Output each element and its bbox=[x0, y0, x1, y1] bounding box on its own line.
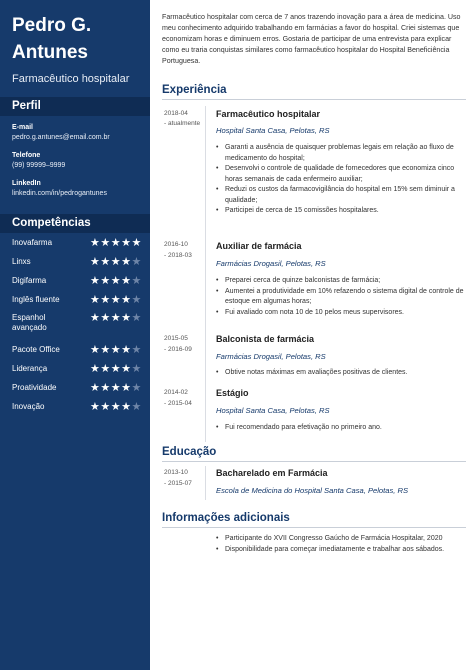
star-icon: ★ bbox=[121, 312, 132, 324]
skill-name: Inglês fluente bbox=[12, 295, 60, 304]
list-item: • Participei de cerca de 15 comissões hospitalares. bbox=[216, 206, 466, 217]
star-icon: ★ bbox=[121, 294, 132, 306]
job-place: Hospital Santa Casa, Pelotas, RS bbox=[216, 126, 330, 135]
job-date-start: 2014-02 bbox=[164, 389, 188, 396]
skill-rating bbox=[90, 237, 142, 249]
skill-name: Pacote Office bbox=[12, 345, 60, 354]
job-place: Hospital Santa Casa, Pelotas, RS bbox=[216, 406, 330, 415]
list-item: • Participante do XVII Congresso Gaúcho de Farmácia Hospitalar, 2020 bbox=[216, 534, 466, 545]
email-label: E-mail bbox=[12, 124, 34, 131]
star-icon: ★ bbox=[121, 344, 132, 356]
education-place: Escola de Medicina do Hospital Santa Casa, Pelotas, RS bbox=[216, 486, 409, 495]
education-date-end: - 2015-07 bbox=[164, 480, 192, 487]
star-icon: ★ bbox=[121, 382, 132, 394]
star-icon: ★ bbox=[131, 275, 142, 287]
star-icon: ★ bbox=[100, 256, 111, 268]
education-heading: Educação bbox=[162, 446, 217, 458]
candidate-name: Pedro G. Antunes bbox=[12, 15, 92, 63]
linkedin-value[interactable]: linkedin.com/in/pedrogantunes bbox=[12, 190, 107, 197]
skill-item bbox=[12, 364, 142, 378]
job-title: Balconista de farmácia bbox=[216, 334, 315, 344]
skill-rating bbox=[90, 275, 142, 287]
skill-item bbox=[12, 312, 142, 332]
job-place: Farmácias Drogasil, Pelotas, RS bbox=[216, 259, 326, 268]
star-icon: ★ bbox=[110, 294, 122, 306]
star-icon: ★ bbox=[121, 237, 132, 249]
email-value[interactable]: pedro.g.antunes@email.com.br bbox=[12, 134, 110, 141]
skill-rating bbox=[90, 401, 142, 413]
star-icon: ★ bbox=[100, 344, 111, 356]
job-date-end: - 2018-03 bbox=[164, 252, 192, 259]
skill-name: Inovação bbox=[12, 402, 45, 411]
list-item: • Fui recomendado para efetivação no primeiro ano. bbox=[216, 423, 466, 434]
job-title: Farmacêutico hospitalar bbox=[216, 109, 321, 119]
job-bullets bbox=[216, 143, 466, 217]
job-place: Farmácias Drogasil, Pelotas, RS bbox=[216, 352, 326, 361]
additional-heading: Informações adicionais bbox=[162, 512, 290, 524]
list-item: • Preparei cerca de quinze balconistas de farmácia; bbox=[216, 276, 466, 287]
skill-rating bbox=[90, 344, 142, 356]
skill-name: Espanhol avançado bbox=[12, 313, 47, 332]
star-icon: ★ bbox=[131, 363, 142, 375]
star-icon: ★ bbox=[90, 294, 101, 306]
star-icon: ★ bbox=[90, 401, 101, 413]
job-bullets bbox=[216, 423, 466, 434]
job-date-start: 2016-10 bbox=[164, 241, 188, 248]
star-icon: ★ bbox=[131, 256, 142, 268]
star-icon: ★ bbox=[100, 363, 111, 375]
star-icon: ★ bbox=[90, 275, 101, 287]
job-date-end: - 2015-04 bbox=[164, 400, 192, 407]
skill-rating bbox=[90, 294, 142, 306]
star-icon: ★ bbox=[90, 256, 101, 268]
phone-value: (99) 99999–9999 bbox=[12, 162, 66, 169]
star-icon: ★ bbox=[110, 237, 122, 249]
star-icon: ★ bbox=[131, 312, 142, 324]
skill-item bbox=[12, 402, 142, 416]
skill-name: Inovafarma bbox=[12, 238, 53, 247]
education-title: Bacharelado em Farmácia bbox=[216, 468, 328, 478]
experience-divider bbox=[162, 99, 466, 100]
star-icon: ★ bbox=[110, 401, 122, 413]
job-title: Estágio bbox=[216, 388, 249, 398]
star-icon: ★ bbox=[110, 256, 122, 268]
list-item: • Aumentei a produtividade em 10% refazendo o sistema digital de controle de estoque em algumas horas; bbox=[216, 287, 466, 308]
skill-rating bbox=[90, 256, 142, 268]
star-icon: ★ bbox=[131, 294, 142, 306]
star-icon: ★ bbox=[90, 382, 101, 394]
skill-name: Linxs bbox=[12, 257, 31, 266]
phone-label: Telefone bbox=[12, 152, 41, 159]
education-divider bbox=[162, 461, 466, 462]
star-icon: ★ bbox=[110, 312, 122, 324]
skill-rating bbox=[90, 382, 142, 394]
star-icon: ★ bbox=[90, 237, 101, 249]
star-icon: ★ bbox=[110, 344, 122, 356]
star-icon: ★ bbox=[90, 344, 101, 356]
skill-rating bbox=[90, 312, 142, 324]
list-item: • Garanti a ausência de quaisquer problemas legais em relação ao fluxo de medicamento do hospital; bbox=[216, 143, 466, 164]
skill-item bbox=[12, 276, 142, 290]
candidate-role: Farmacêutico hospitalar bbox=[12, 73, 130, 85]
list-item: • Reduzi os custos da farmacovigilância do hospital em 15% sem diminuir a qualidade; bbox=[216, 185, 466, 206]
list-item: • Disponibilidade para começar imediatamente e trabalhar aos sábados. bbox=[216, 545, 466, 556]
list-item: • Fui avaliado com nota 10 de 10 pelos meus supervisores. bbox=[216, 308, 466, 319]
star-icon: ★ bbox=[121, 256, 132, 268]
job-date-end: - atualmente bbox=[164, 120, 201, 127]
skill-item bbox=[12, 345, 142, 359]
skill-name: Proatividade bbox=[12, 383, 57, 392]
star-icon: ★ bbox=[90, 363, 101, 375]
star-icon: ★ bbox=[100, 294, 111, 306]
perfil-heading: Perfil bbox=[0, 97, 150, 116]
experience-heading: Experiência bbox=[162, 84, 227, 96]
education-date-start: 2013-10 bbox=[164, 469, 188, 476]
star-icon: ★ bbox=[131, 382, 142, 394]
skill-item bbox=[12, 257, 142, 271]
star-icon: ★ bbox=[121, 363, 132, 375]
list-item: • Desenvolvi o controle de qualidade de fornecedores que economiza cinco horas semanais de cada enfermeiro auxiliar; bbox=[216, 164, 466, 185]
skill-rating bbox=[90, 363, 142, 375]
star-icon: ★ bbox=[121, 401, 132, 413]
linkedin-label: LinkedIn bbox=[12, 180, 41, 187]
job-bullets bbox=[216, 276, 466, 318]
sidebar bbox=[0, 0, 150, 670]
star-icon: ★ bbox=[90, 312, 101, 324]
star-icon: ★ bbox=[100, 275, 111, 287]
skill-name: Digifarma bbox=[12, 276, 47, 285]
job-date-start: 2018-04 bbox=[164, 110, 188, 117]
summary-text: Farmacêutico hospitalar com cerca de 7 anos trazendo inovação para a área de medicina. Uso meu conhecimento adquirido trabalhando em farmácias a favor do hospital. Criei sistemas que economizam horas e diminuem erros. Gostaria de participar de uma entrevista para explicar como eu traria conquistas similares como farmacêutico hospitalar do Hospital Beneficiência Portuguesa. bbox=[162, 13, 461, 65]
skill-item bbox=[12, 238, 142, 252]
job-title: Auxiliar de farmácia bbox=[216, 241, 302, 251]
additional-divider bbox=[162, 527, 466, 528]
star-icon: ★ bbox=[110, 382, 122, 394]
star-icon: ★ bbox=[131, 401, 142, 413]
star-icon: ★ bbox=[100, 382, 111, 394]
star-icon: ★ bbox=[100, 401, 111, 413]
star-icon: ★ bbox=[131, 237, 142, 249]
star-icon: ★ bbox=[110, 275, 122, 287]
star-icon: ★ bbox=[110, 363, 122, 375]
job-date-start: 2015-05 bbox=[164, 335, 188, 342]
additional-bullets bbox=[216, 534, 466, 555]
star-icon: ★ bbox=[100, 312, 111, 324]
skills-heading: Competências bbox=[0, 214, 150, 233]
star-icon: ★ bbox=[100, 237, 111, 249]
list-item: • Obtive notas máximas em avaliações positivas de clientes. bbox=[216, 368, 466, 379]
star-icon: ★ bbox=[131, 344, 142, 356]
skill-item bbox=[12, 295, 142, 309]
job-date-end: - 2016-09 bbox=[164, 346, 192, 353]
job-bullets bbox=[216, 368, 466, 379]
skill-item bbox=[12, 383, 142, 397]
star-icon: ★ bbox=[121, 275, 132, 287]
skill-name: Liderança bbox=[12, 364, 48, 373]
